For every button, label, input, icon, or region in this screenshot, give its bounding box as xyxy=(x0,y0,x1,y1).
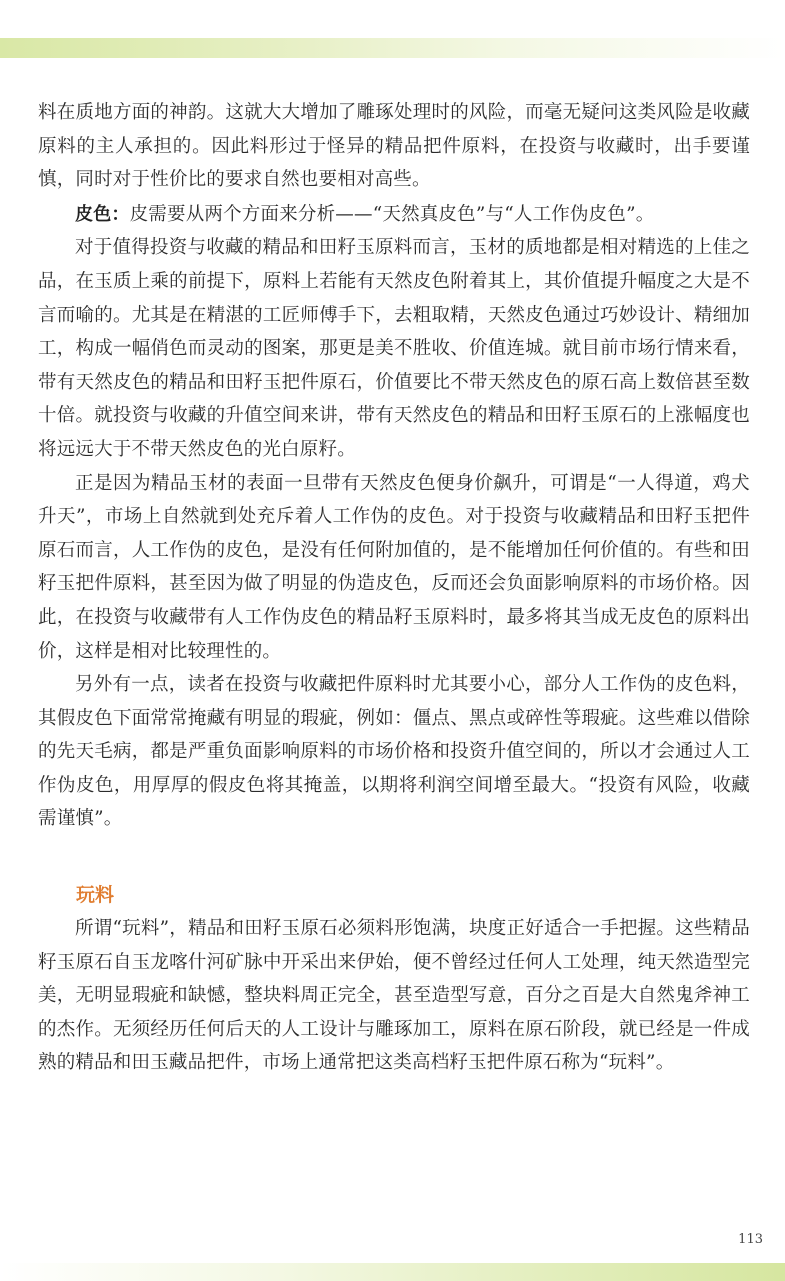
pise-paragraph xyxy=(38,198,750,232)
section-heading-wanliao: 玩料 xyxy=(76,884,115,907)
section-paragraph-wanliao: 所谓“玩料”，精品和田籽玉原石必须料形饱满，块度正好适合一手把握。这些精品籽玉原石自玉龙喀什河矿脉中开采出来伊始，便不曾经过任何人工处理，纯天然造型完美，无明显瑕疵和缺憾，整块料周正完全，甚至造型写意，百分之百是大自然鬼斧神工的杰作。无须经历任何后天的人工设计与雕琢加工，原料在原石阶段，就已经是一件成熟的精品和田玉藏品把件，市场上通常把这类高档籽玉把件原石称为“玩料”。 xyxy=(38,918,750,1074)
pise-term: 皮色： xyxy=(75,203,130,225)
intro-paragraph: 料在质地方面的神韵。这就大大增加了雕琢处理时的风险，而毫无疑问这类风险是收藏原料的主人承担的。因此料形过于怪异的精品把件原料，在投资与收藏时，出手要谨慎，同时对于性价比的要求自然也要相对高些。 xyxy=(38,102,750,191)
page-body xyxy=(38,96,750,1080)
page-number: 113 xyxy=(738,1232,763,1247)
body-paragraph-fake-skin: 正是因为精品玉材的表面一旦带有天然皮色便身价飙升，可谓是“一人得道，鸡犬升天”，市场上自然就到处充斥着人工作伪的皮色。对于投资与收藏精品和田籽玉把件原石而言，人工作伪的皮色，是没有任何附加值的，是不能增加任何价值的。有些和田籽玉把件原料，甚至因为做了明显的伪造皮色，反而还会负面影响原料的市场价格。因此，在投资与收藏带有人工作伪皮色的精品籽玉原料时，最多将其当成无皮色的原料出价，这样是相对比较理性的。 xyxy=(38,472,750,662)
bottom-decorative-band xyxy=(0,1263,785,1281)
pise-definition: 皮需要从两个方面来分析——“天然真皮色”与“人工作伪皮色”。 xyxy=(129,203,655,225)
body-paragraph-warning: 另外有一点，读者在投资与收藏把件原料时尤其要小心，部分人工作伪的皮色料，其假皮色下面常常掩藏有明显的瑕疵，例如：僵点、黑点或碎性等瑕疵。这些难以借除的先天毛病，都是严重负面影响原料的市场价格和投资升值空间的，所以才会通过人工作伪皮色，用厚厚的假皮色将其掩盖，以期将利润空间增至最大。“投资有风险，收藏需谨慎”。 xyxy=(38,674,750,830)
top-decorative-band xyxy=(0,38,785,58)
body-paragraph-natural-skin: 对于值得投资与收藏的精品和田籽玉原料而言，玉材的质地都是相对精选的上佳之品，在玉质上乘的前提下，原料上若能有天然皮色附着其上，其价值提升幅度之大是不言而喻的。尤其是在精湛的工匠师傅手下，去粗取精，天然皮色通过巧妙设计、精细加工，构成一幅俏色而灵动的图案，那更是美不胜收、价值连城。就目前市场行情来看，带有天然皮色的精品和田籽玉把件原石，价值要比不带天然皮色的原石高上数倍甚至数十倍。就投资与收藏的升值空间来讲，带有天然皮色的精品和田籽玉原石的上涨幅度也将远远大于不带天然皮色的光白原籽。 xyxy=(38,237,750,460)
